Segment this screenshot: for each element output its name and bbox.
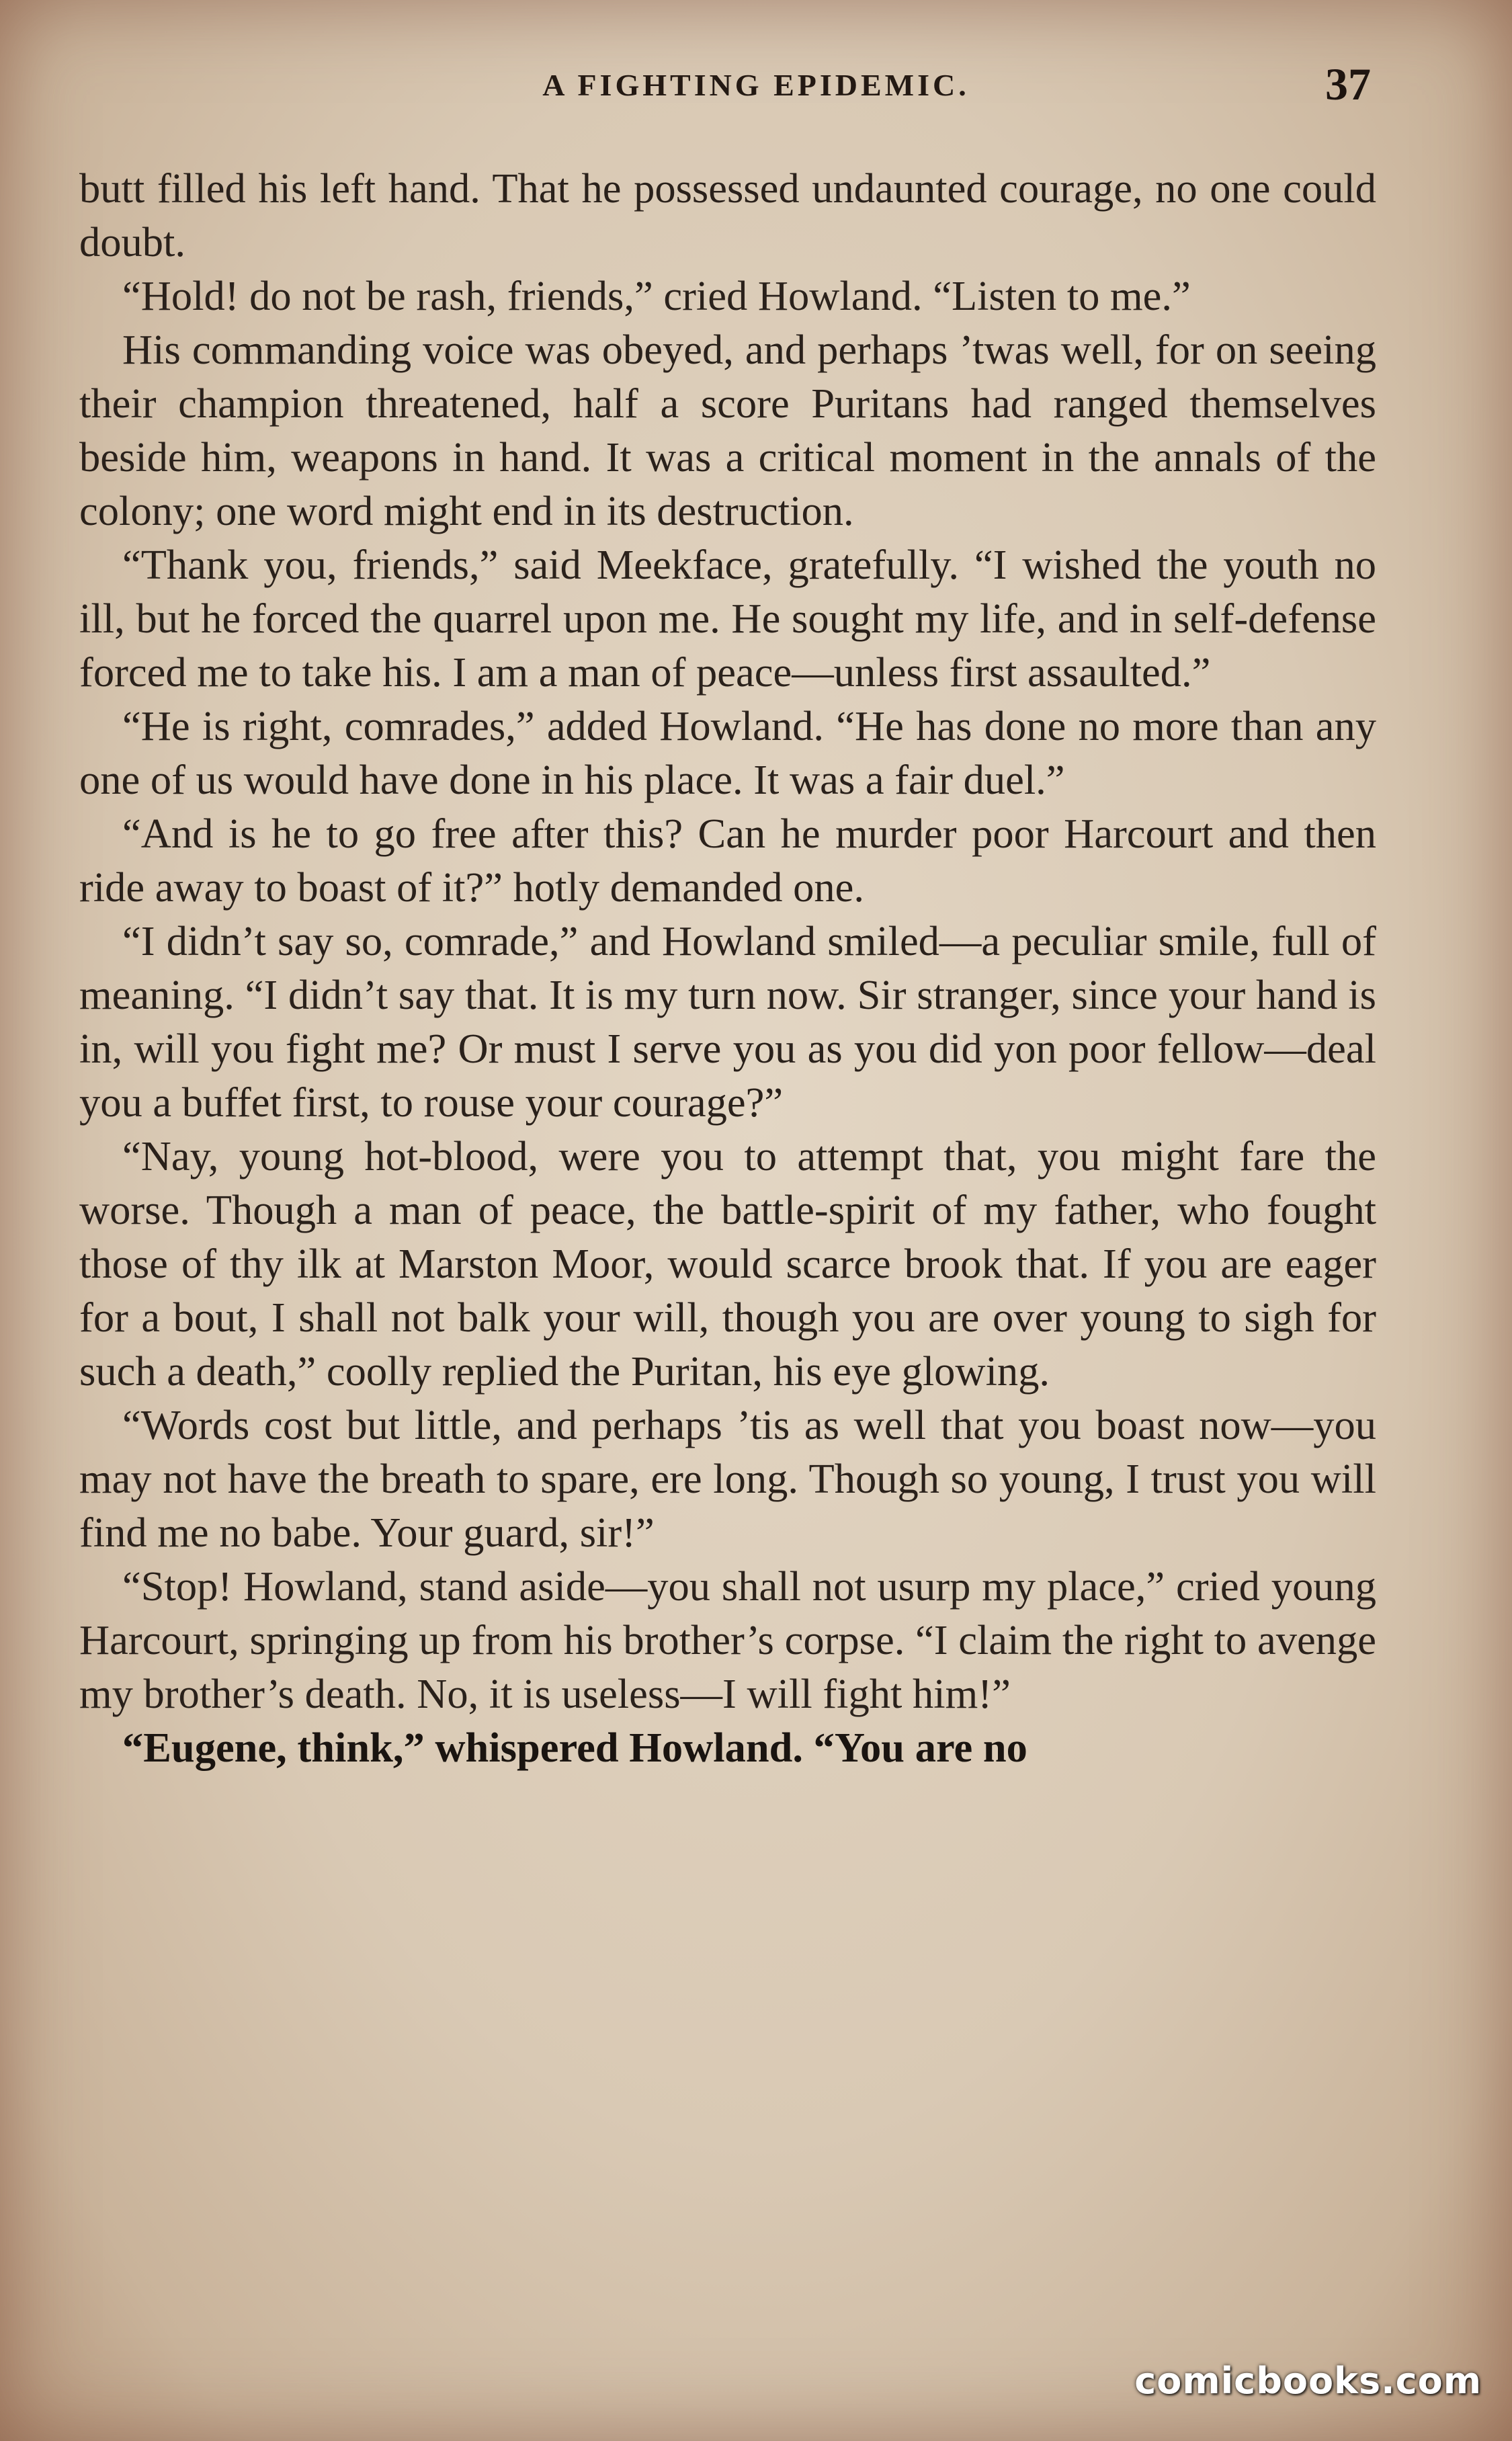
paragraph: “Hold! do not be rash, friends,” cried Howland. “Listen to me.” bbox=[122, 272, 1191, 319]
paragraph: “Nay, young hot-blood, were you to attempt that, you might fare the worse. Though a man of peace, the battle-spirit of my father, who fought those of thy ilk at Marston Moor, would scarce brook that. If you are eager for a bout, I shall not balk your will, though you are over young to sigh for such a death,” coolly replied the Puritan, his eye glowing. bbox=[79, 1132, 1376, 1395]
paragraph: “Stop! Howland, stand aside—you shall not usurp my place,” cried young Harcourt, springing up from his brother’s corpse. “I claim the right to avenge my brother’s death. No, it is useless—I will fight him!” bbox=[79, 1563, 1376, 1717]
paragraph: “Words cost but little, and perhaps ’tis as well that you boast now—you may not have the breath to spare, ere long. Though so young, I trust you will find me no babe. Your guard, sir!” bbox=[79, 1401, 1376, 1556]
paragraph: butt filled his left hand. That he possessed undaunted courage, no one could doubt. bbox=[79, 165, 1376, 265]
body-text bbox=[79, 161, 1376, 1774]
page-number: 37 bbox=[1325, 58, 1371, 110]
paragraph: “Eugene, think,” whispered Howland. “You are no bbox=[122, 1724, 1027, 1771]
running-title: A FIGHTING EPIDEMIC. bbox=[542, 68, 970, 102]
paragraph: His commanding voice was obeyed, and perhaps ’twas well, for on seeing their champion threatened, half a score Puritans had ranged themselves beside him, weapons in hand. It was a critical moment in the annals of the colony; one word might end in its destruction. bbox=[79, 326, 1376, 534]
paragraph: “And is he to go free after this? Can he murder poor Harcourt and then ride away to boast of it?” hotly demanded one. bbox=[79, 810, 1376, 911]
running-head bbox=[0, 52, 1512, 120]
paragraph: “Thank you, friends,” said Meekface, gratefully. “I wished the youth no ill, but he forced the quarrel upon me. He sought my life, and in self-defense forced me to take his. I am a man of peace—unless first assaulted.” bbox=[79, 541, 1376, 696]
paragraph: “I didn’t say so, comrade,” and Howland smiled—a peculiar smile, full of meaning. “I didn’t say that. It is my turn now. Sir stranger, since your hand is in, will you fight me? Or must I serve you as you did yon poor fellow—deal you a buffet first, to rouse your courage?” bbox=[79, 917, 1376, 1126]
paragraph: “He is right, comrades,” added Howland. “He has done no more than any one of us would have done in his place. It was a fair duel.” bbox=[79, 702, 1376, 803]
watermark: comicbooks.com bbox=[1134, 2360, 1482, 2402]
